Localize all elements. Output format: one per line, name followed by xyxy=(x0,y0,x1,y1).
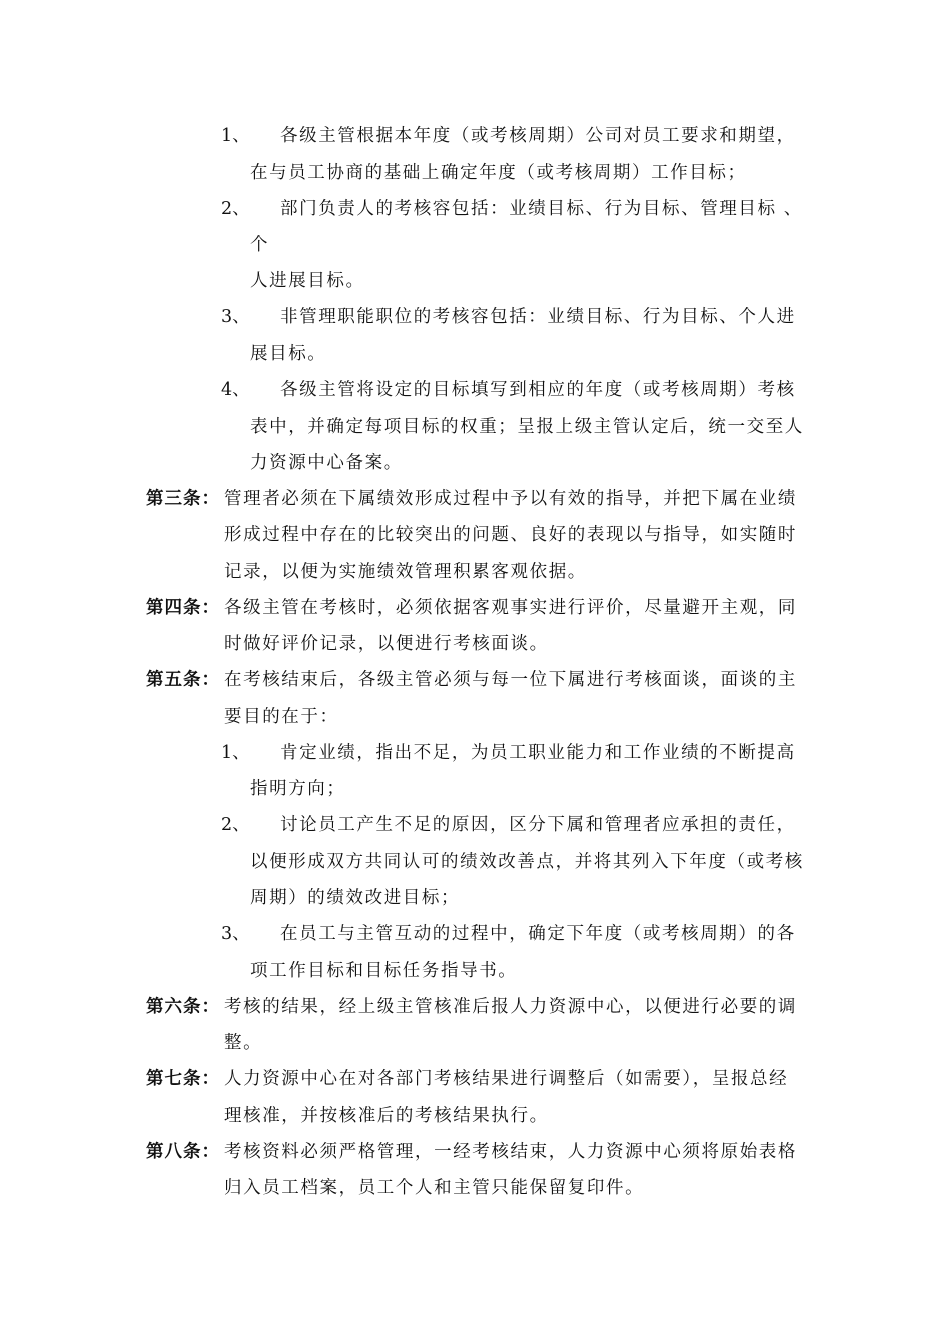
article-text: 整。 xyxy=(224,1033,263,1053)
list-item-text: 周期）的绩效改进目标； xyxy=(250,888,461,908)
article-label: 第六条： xyxy=(146,997,220,1017)
article-text: 在考核结束后，各级主管必须与每一位下属进行考核面谈，面谈的主 xyxy=(224,670,797,690)
article-label: 第五条： xyxy=(146,670,220,690)
list-item-text: 讨论员工产生不足的原因，区分下属和管理者应承担的责任， xyxy=(280,815,796,835)
list-item-text: 各级主管将设定的目标填写到相应的年度（或考核周期）考核 xyxy=(280,380,796,400)
article-text: 时做好评价记录，以便进行考核面谈。 xyxy=(224,634,549,654)
article-text: 考核资料必须严格管理，一经考核结束，人力资源中心须将原始表格 xyxy=(224,1142,797,1162)
list-item-text: 非管理职能职位的考核容包括：业绩目标、行为目标、个人进 xyxy=(280,307,796,327)
list-item-text: 肯定业绩，指出不足，为员工职业能力和工作业绩的不断提高 xyxy=(280,743,796,763)
article-text: 形成过程中存在的比较突出的问题、良好的表现以与指导，如实随时 xyxy=(224,525,797,545)
article-text: 要目的在于： xyxy=(224,707,339,727)
article-label: 第八条： xyxy=(146,1142,220,1162)
list-item-number: 4、 xyxy=(221,380,250,400)
list-item-number: 3、 xyxy=(221,924,250,944)
list-item-text: 各级主管根据本年度（或考核周期）公司对员工要求和期望， xyxy=(280,126,796,146)
list-item-text: 项工作目标和目标任务指导书。 xyxy=(250,961,518,981)
article-label: 第七条： xyxy=(146,1069,220,1089)
list-item-number: 2、 xyxy=(221,199,250,219)
article-text: 各级主管在考核时，必须依据客观事实进行评价，尽量避开主观，同 xyxy=(224,598,797,618)
article-text: 归入员工档案，员工个人和主管只能保留复印件。 xyxy=(224,1178,645,1198)
article-label: 第四条： xyxy=(146,598,220,618)
article-text: 管理者必须在下属绩效形成过程中予以有效的指导，并把下属在业绩 xyxy=(224,489,797,509)
list-item-text: 人进展目标。 xyxy=(250,271,365,291)
list-item-text: 指明方向； xyxy=(250,779,346,799)
list-item-number: 2、 xyxy=(221,815,250,835)
article-text: 记录，以便为实施绩效管理积累客观依据。 xyxy=(224,562,587,582)
list-item-text: 表中，并确定每项目标的权重；呈报上级主管认定后，统一交至人 xyxy=(250,417,804,437)
article-text: 考核的结果，经上级主管核准后报人力资源中心，以便进行必要的调 xyxy=(224,997,797,1017)
list-item-text: 在员工与主管互动的过程中，确定下年度（或考核周期）的各 xyxy=(280,924,796,944)
list-item-text: 在与员工协商的基础上确定年度（或考核周期）工作目标； xyxy=(250,163,747,183)
list-item-text: 展目标。 xyxy=(250,344,327,364)
list-item-number: 1、 xyxy=(221,743,250,763)
list-item-number: 1、 xyxy=(221,126,250,146)
article-text: 理核准，并按核准后的考核结果执行。 xyxy=(224,1106,549,1126)
list-item-text: 以便形成双方共同认可的绩效改善点，并将其列入下年度（或考核 xyxy=(250,852,804,872)
list-item-text: 部门负责人的考核容包括：业绩目标、行为目标、管理目标 、 xyxy=(280,199,803,219)
article-label: 第三条： xyxy=(146,489,220,509)
article-text: 人力资源中心在对各部门考核结果进行调整后（如需要），呈报总经 xyxy=(224,1069,789,1089)
list-item-text: 力资源中心备案。 xyxy=(250,453,403,473)
list-item-text: 个 xyxy=(250,235,270,255)
list-item-number: 3、 xyxy=(221,307,250,327)
